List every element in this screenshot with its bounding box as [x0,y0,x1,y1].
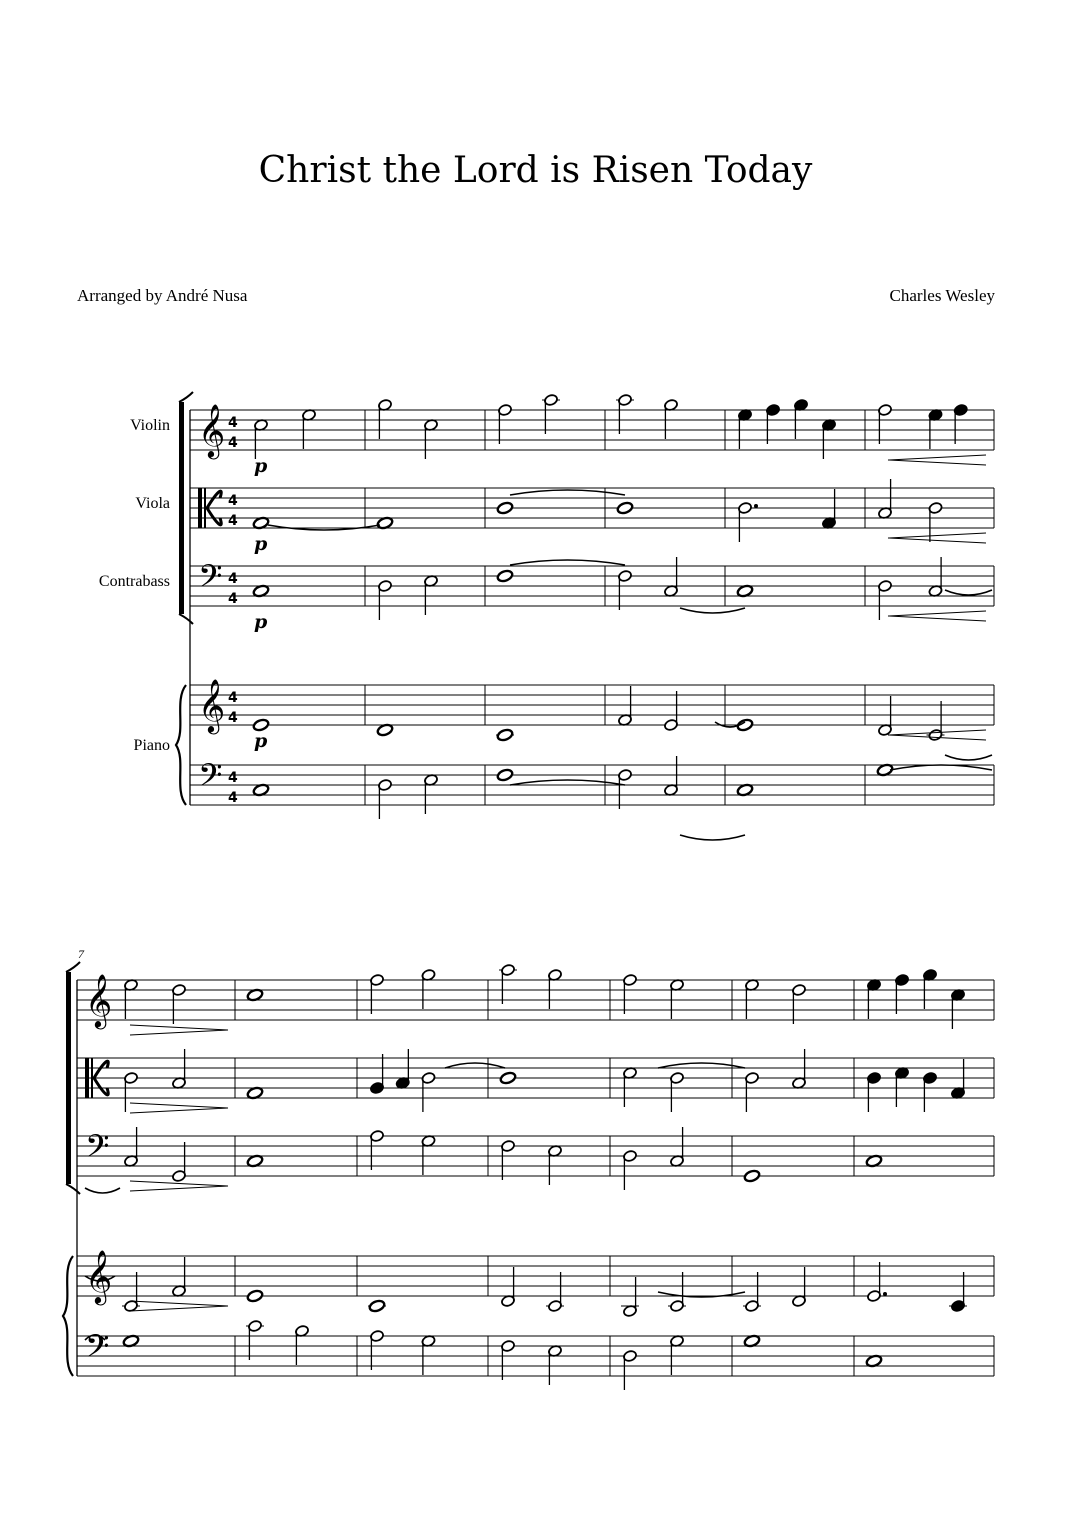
tie [945,755,992,760]
decrescendo-hairpin [130,1181,228,1191]
violin-time-signature-denominator: 4 [228,435,238,451]
piano_lh-time-signature-numerator: 4 [228,770,238,786]
viola-note [616,501,633,515]
viola-note [499,1071,516,1085]
piano-brace [63,1256,73,1376]
decrescendo-hairpin [130,1301,228,1311]
arranger-credit: Arranged by André Nusa [77,286,248,305]
dynamic-marking: p [254,730,268,752]
augmentation-dot [883,1292,887,1296]
tie [945,590,992,595]
dynamic-marking: p [254,533,268,555]
piano_lh-clef: 𝄢 [198,757,223,801]
bracket-hook [179,614,193,624]
viola-time-signature-numerator: 4 [228,493,238,509]
composer-credit: Charles Wesley [889,286,995,305]
piano_lh-clef: 𝄢 [85,1328,110,1372]
decrescendo-hairpin [130,1025,228,1035]
bracket-hook [66,1184,80,1194]
contrabass-note [743,1169,760,1183]
violin-clef: 𝄞 [198,403,226,457]
piano_rh-clef: 𝄞 [85,1249,113,1303]
instrument-name-violin: Violin [130,417,170,434]
bracket-hook [179,392,193,402]
piano_rh-note [368,1299,385,1313]
string-bracket [179,402,184,614]
c-clef-bar [198,488,202,528]
tie [445,1063,505,1068]
piano-brace [176,685,186,805]
tie [680,835,745,840]
augmentation-dot [754,504,758,508]
piano_rh-note [496,728,513,742]
tie [510,490,625,495]
crescendo-hairpin [888,455,986,465]
c-clef-bar [91,1058,93,1098]
tie [510,780,625,785]
score-title: Christ the Lord is Risen Today [258,150,813,191]
dynamic-marking: p [254,455,268,477]
tie [510,560,625,565]
c-clef-bar [85,1058,89,1098]
tie [680,608,745,613]
piano_rh-note [246,1289,263,1303]
viola-note [496,501,513,515]
violin-clef: 𝄞 [85,973,113,1027]
violin-time-signature-numerator: 4 [228,415,238,431]
instrument-name-contrabass: Contrabass [98,573,170,590]
viola-time-signature-denominator: 4 [228,513,238,529]
bracket-hook [66,962,80,972]
contrabass-clef: 𝄢 [198,558,223,602]
decrescendo-hairpin [130,1103,228,1113]
piano_lh-time-signature-denominator: 4 [228,790,238,806]
instrument-name-piano: Piano [133,737,170,754]
crescendo-hairpin [888,611,986,621]
dynamic-marking: p [254,611,268,633]
contrabass-clef: 𝄢 [85,1128,110,1172]
contrabass-time-signature-denominator: 4 [228,591,238,607]
measure-number: 7 [78,947,84,961]
piano_lh-note [496,768,513,782]
contrabass-note [496,569,513,583]
string-bracket [66,972,71,1184]
piano_rh-time-signature-numerator: 4 [228,690,238,706]
instrument-name-viola: Viola [135,495,170,512]
contrabass-time-signature-numerator: 4 [228,571,238,587]
tie [890,765,992,770]
piano_rh-clef: 𝄞 [198,678,226,732]
piano_rh-time-signature-denominator: 4 [228,710,238,726]
tie [85,1188,120,1193]
crescendo-hairpin [888,533,986,543]
c-clef-bar [204,488,206,528]
